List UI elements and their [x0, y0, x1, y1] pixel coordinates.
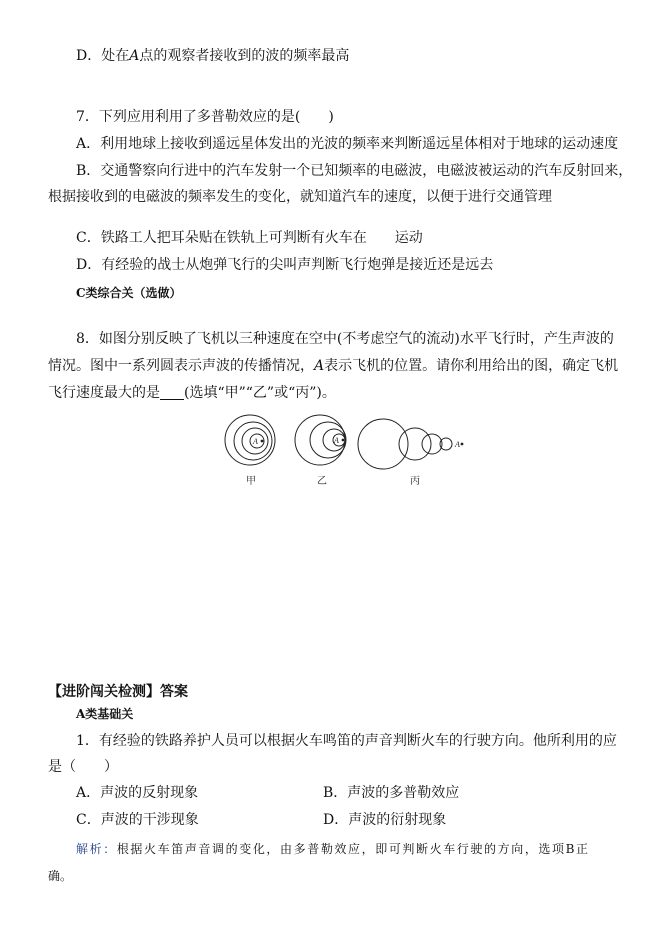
- q6-option-d: [76, 46, 349, 66]
- point-a-label-bing: A: [455, 440, 460, 449]
- point-label: A: [314, 358, 325, 374]
- answer-option-b: B．声波的多普勒效应: [323, 785, 460, 801]
- q7-option-d: D．有经验的战士从炮弹飞行的尖叫声判断飞行炮弹是接近还是远去: [76, 257, 494, 273]
- q8-text: 飞行速度最大的是: [48, 385, 160, 401]
- answer-option-a: A．声波的反射现象: [76, 785, 199, 801]
- wave-diagram-jia: [225, 415, 275, 465]
- q7-stem: 7．下列应用利用了多普勒效应的是( ): [76, 109, 334, 125]
- answer-q1-line2: 是（ ）: [48, 759, 118, 775]
- q7-option-b-line2: 根据接收到的电磁波的频率发生的变化，就知道汽车的速度，以便于进行交通管理: [48, 189, 552, 205]
- q8-line3: [48, 383, 336, 403]
- q8-text: 情况。图中一系列圆表示声波的传播情况，: [48, 358, 314, 374]
- q8-text: 表示飞机的位置。请你利用给出的图，确定飞机: [324, 358, 619, 374]
- point-a-label-yi: A: [334, 436, 339, 445]
- analysis-text: 根据火车笛声音调的变化，由多普勒效应，即可判断火车行驶的方向，选项B正: [116, 842, 590, 856]
- answer-blank[interactable]: [160, 385, 184, 400]
- point-label: A: [129, 48, 140, 64]
- q7-option-c: C．铁路工人把耳朵贴在铁轨上可判断有火车在 运动: [76, 230, 423, 246]
- analysis-line1: [76, 839, 590, 859]
- answers-heading: 【进阶闯关检测】答案: [48, 684, 188, 700]
- option-text: 点的观察者接收到的波的频率最高: [139, 48, 350, 64]
- label-jia: 甲: [246, 476, 256, 487]
- analysis-label: 解析：: [76, 842, 117, 856]
- q8-text: (选填“甲”“乙”或“丙”)。: [184, 385, 336, 401]
- answer-option-c: C．声波的干涉现象: [76, 812, 199, 828]
- aircraft-point-jia: [261, 440, 264, 443]
- label-yi: 乙: [317, 476, 327, 487]
- option-label: D．处在: [76, 48, 130, 64]
- q8-line2: [48, 356, 618, 376]
- aircraft-point-yi: [342, 439, 345, 442]
- section-a-heading: A类基础关: [76, 707, 134, 721]
- label-bing: 丙: [410, 476, 420, 487]
- section-c-heading: C类综合关（选做）: [76, 286, 182, 300]
- analysis-line2: 确。: [48, 869, 73, 883]
- q7-option-a: A．利用地球上接收到遥远星体发出的光波的频率来判断遥远星体相对于地球的运动速度: [76, 136, 619, 152]
- answer-option-d: D．声波的衍射现象: [323, 812, 447, 828]
- wave-diagram-bing: [358, 419, 452, 469]
- aircraft-point-bing: [461, 443, 464, 446]
- answer-q1-line1: 1．有经验的铁路养护人员可以根据火车鸣笛的声音判断火车的行驶方向。他所利用的应: [76, 733, 617, 749]
- q7-option-b-line1: B．交通警察向行进中的汽车发射一个已知频率的电磁波，电磁波被运动的汽车反射回来，: [76, 163, 633, 179]
- q8-line1: 8．如图分别反映了飞机以三种速度在空中(不考虑空气的流动)水平飞行时，产生声波的: [76, 331, 614, 347]
- sound-wave-figure: [220, 412, 480, 492]
- point-a-label-jia: A: [253, 437, 258, 446]
